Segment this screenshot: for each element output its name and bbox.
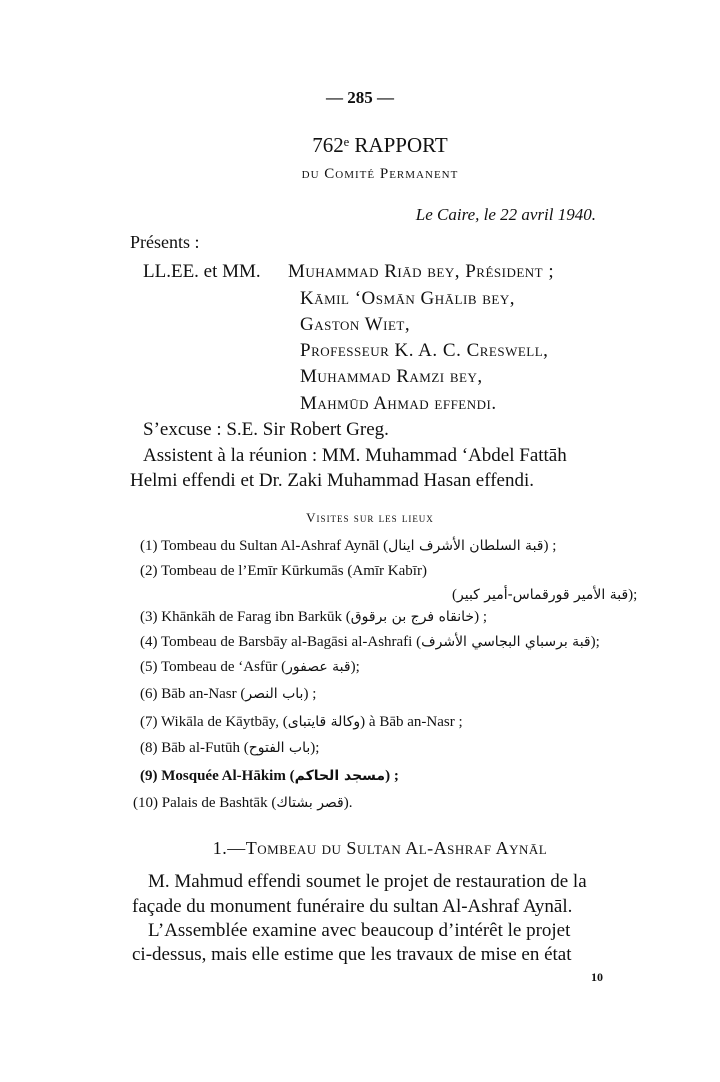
member-1: Muhammad Riād bey, Président ; [288,261,555,282]
section-title: 1.—Tombeau du Sultan Al-Ashraf Aynāl [212,838,548,858]
list-item: (3) Khānkāh de Farag ibn Barkūk (خانقاه فرج بن برقوق) ; [140,609,487,625]
excuse-line: S’excuse : S.E. Sir Robert Greg. [143,419,389,440]
paragraph-line: ci-dessus, mais elle estime que les travaux de mise en état [132,944,572,965]
arabic-name: قبة الأمير قورقماس-أمير كبير [457,587,629,603]
footer-number: 10 [591,970,603,984]
arabic-name: وكالة قايتباى [287,714,361,730]
list-item: (4) Tombeau de Barsbāy al-Bagāsi al-Ashrafi (قبة برسباي البجاسي الأشرف); [140,634,600,650]
list-item: (8) Bāb al-Futūh (باب الفتوح); [140,740,320,756]
assistent-line-2: Helmi effendi et Dr. Zaki Muhammad Hasan effendi. [130,470,534,491]
member-3: Gaston Wiet, [300,314,411,335]
dateline: Le Caire, le 22 avril 1940. [415,205,596,224]
member-2: Kāmil ‘Osmān Ghālib bey, [300,288,515,309]
members-lead: LL.EE. et MM. [143,261,261,282]
member-4: Professeur K. A. C. Creswell, [300,340,549,361]
list-item: (2) Tombeau de l’Emīr Kūrkumās (Amīr Kabīr) [140,563,427,579]
arabic-name: قصر بشتاك [276,795,344,811]
member-5: Muhammad Ramzi bey, [300,366,483,387]
list-item: (10) Palais de Bashtāk (قصر بشتاك). [133,795,353,811]
arabic-name: مسجد الحاكم [294,768,386,784]
paragraph-line: M. Mahmud effendi soumet le projet de restauration de la [148,871,587,892]
arabic-name: قبة عصفور [286,659,351,675]
arabic-name: باب النصر [245,686,304,702]
arabic-name: باب الفتوح [248,740,311,756]
presents-label: Présents : [130,232,200,252]
member-6: Mahmūd Ahmad effendi. [300,393,497,414]
assistent-line-1: Assistent à la réunion : MM. Muhammad ‘Abdel Fattāh [143,445,567,466]
list-item: (قبة الأمير قورقماس-أمير كبير); [452,587,638,603]
paragraph-line: L’Assemblée examine avec beaucoup d’intérêt le projet [148,920,571,941]
report-subtitle: du Comité Permanent [301,166,459,182]
list-item: (1) Tombeau du Sultan Al-Ashraf Aynāl (قبة السلطان الأشرف اينال) ; [140,538,557,554]
paragraph-line: façade du monument funéraire du sultan Al-Ashraf Aynāl. [132,896,573,917]
list-item: (9) Mosquée Al-Hākim (مسجد الحاكم) ; [140,768,399,784]
arabic-name: خانقاه فرج بن برقوق [350,609,475,625]
report-title: 762ᵉ RAPPORT [312,133,448,157]
list-item: (6) Bāb an-Nasr (باب النصر) ; [140,686,317,702]
visites-heading: Visites sur les lieux [306,510,434,525]
page-number: — 285 — [326,88,394,107]
list-item: (5) Tombeau de ‘Asfūr (قبة عصفور); [140,659,360,675]
arabic-name: قبة السلطان الأشرف اينال [388,538,544,554]
list-item: (7) Wikāla de Kāytbāy, (وكالة قايتباى) à Bāb an-Nasr ; [140,714,463,730]
arabic-name: قبة برسباي البجاسي الأشرف [421,634,591,650]
